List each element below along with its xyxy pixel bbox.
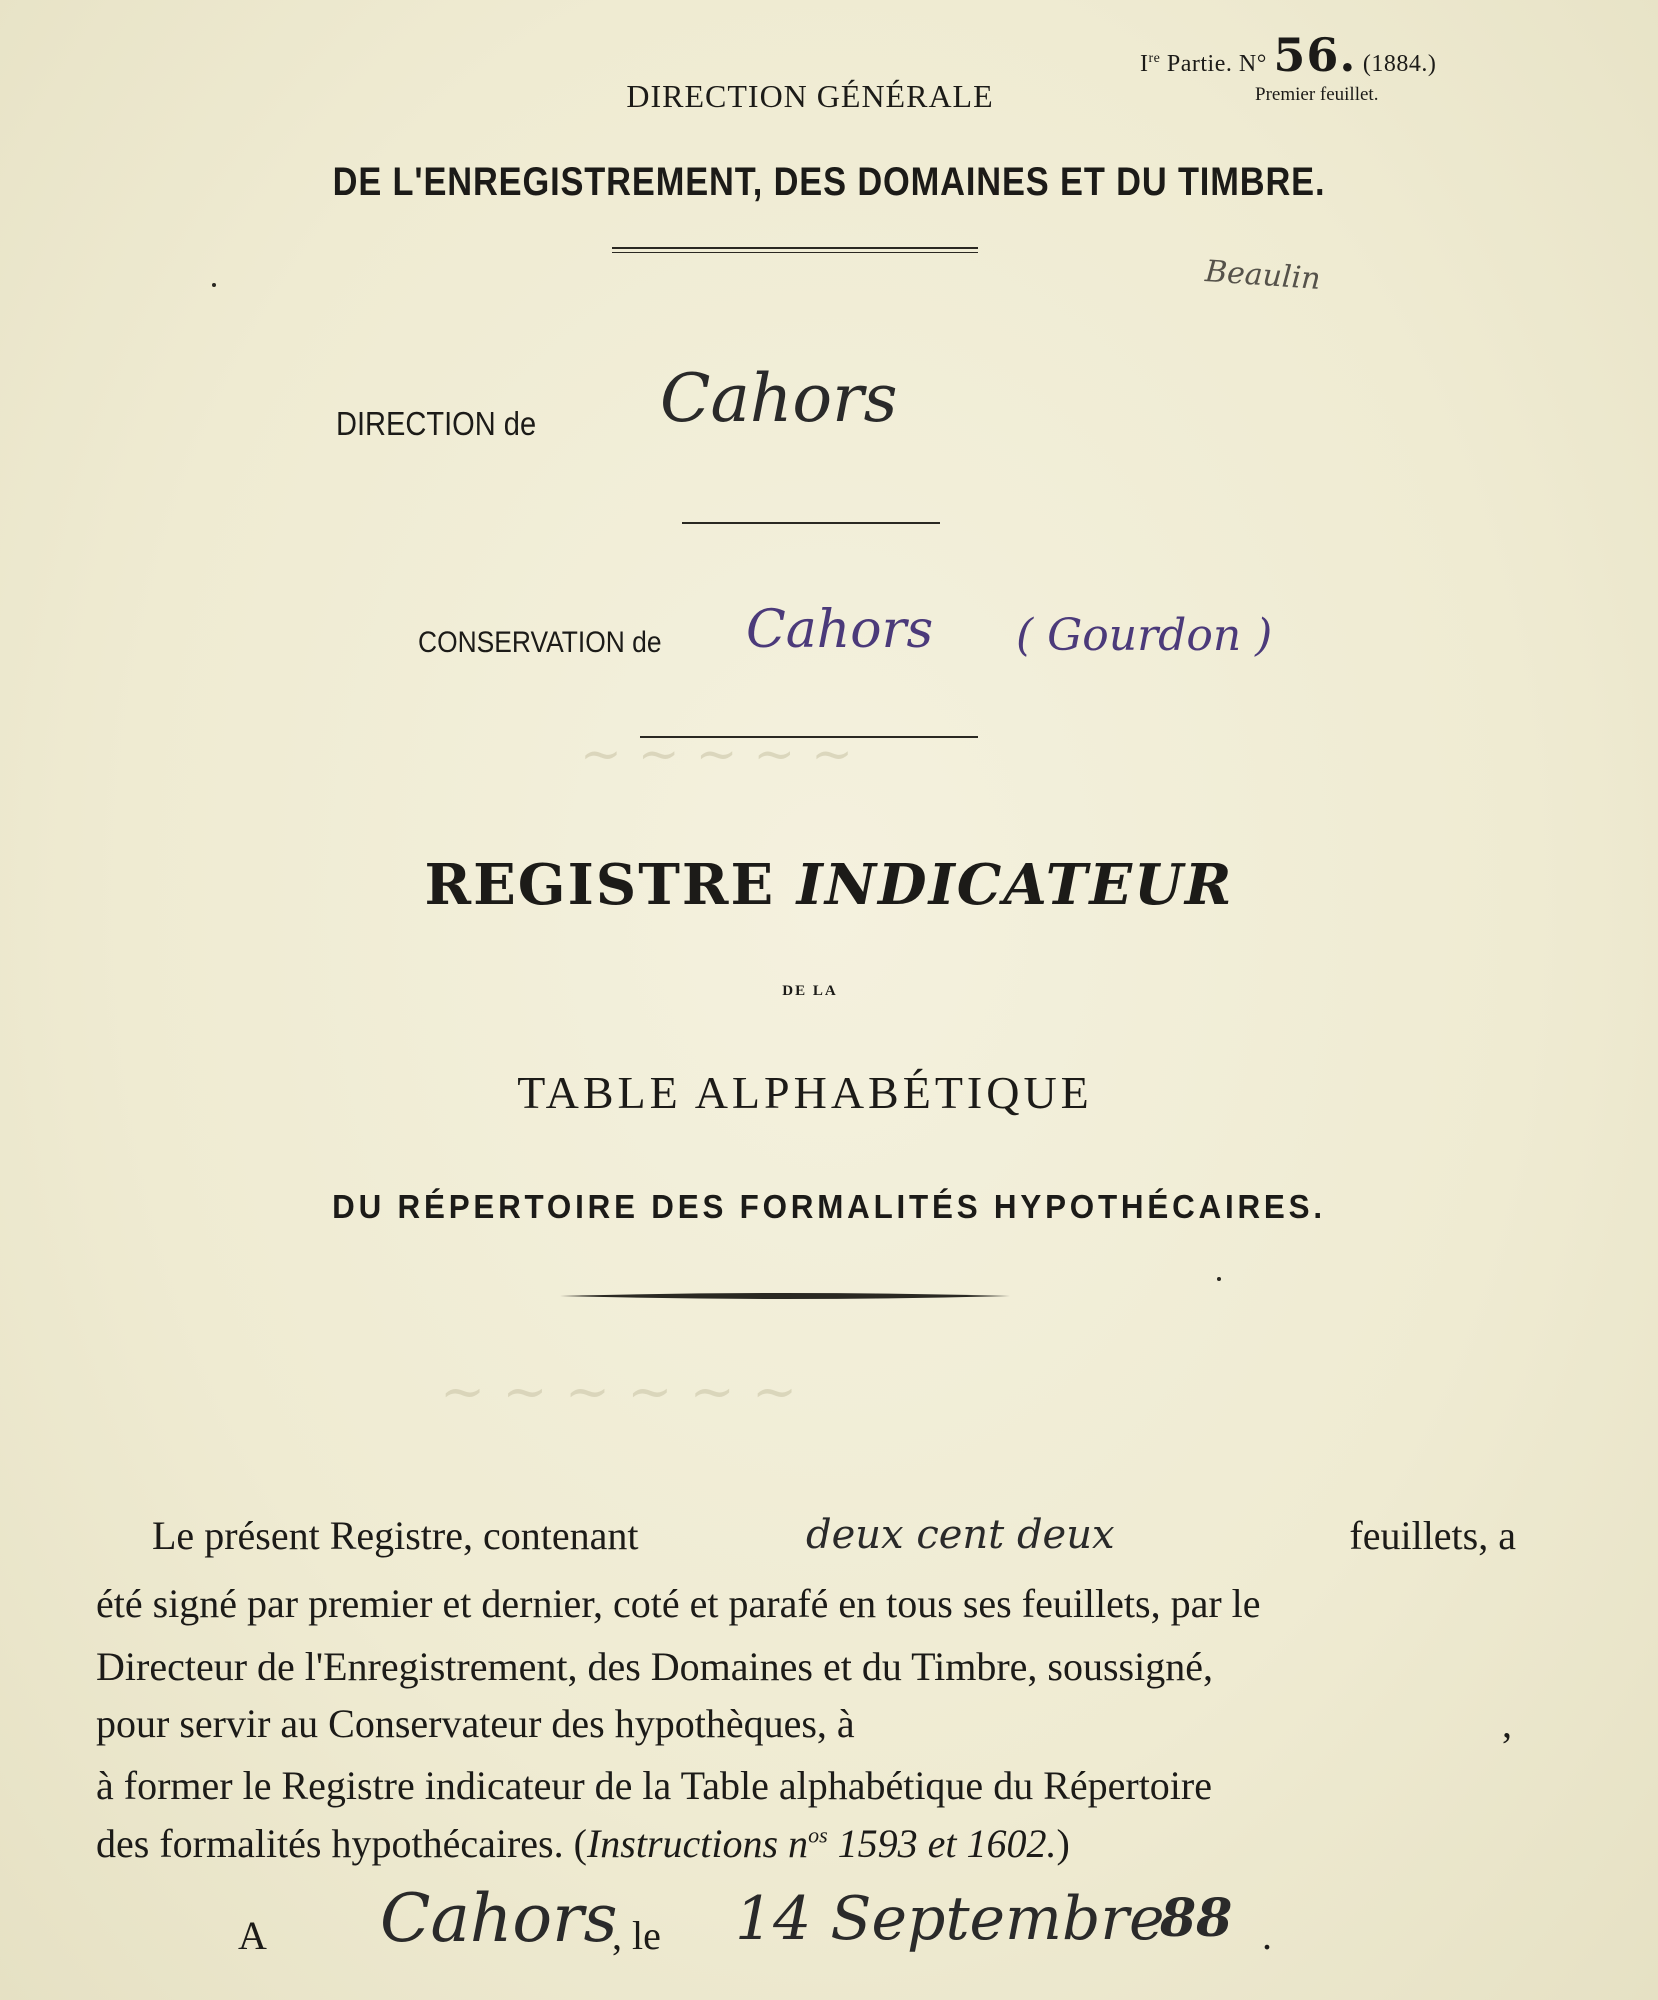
enregistrement-heading: DE L'ENREGISTREMENT, DES DOMAINES ET DU TIMBRE. — [332, 160, 1326, 204]
feuillet-label: Premier feuillet. — [1255, 84, 1379, 105]
body-line-5: à former le Registre indicateur de la Table alphabétique du Répertoire — [96, 1763, 1212, 1808]
rule-divider — [682, 522, 940, 524]
feuillets-count: deux cent deux — [806, 1512, 1115, 1558]
direction-generale-heading: DIRECTION GÉNÉRALE — [626, 78, 994, 114]
register-number: 56. — [1273, 28, 1357, 82]
footer-a: A — [238, 1913, 267, 1958]
ornamental-rule — [560, 1290, 1010, 1302]
show-through-writing: ~ ~ ~ ~ ~ — [580, 725, 854, 783]
conservation-label: CONSERVATION de — [418, 626, 662, 659]
signature-top: Beaulin — [1203, 254, 1322, 297]
show-through-writing: ~ ~ ~ ~ ~ ~ — [440, 1360, 798, 1423]
footer-year: 88 — [1160, 1888, 1233, 1949]
direction-value: Cahors — [660, 360, 898, 437]
partie-number: Ire Partie. N° 56. (1884.) — [1140, 28, 1437, 82]
repertoire-title: DU RÉPERTOIRE DES FORMALITÉS HYPOTHÉCAIRES. — [332, 1188, 1326, 1225]
footer-dot: . — [1262, 1913, 1272, 1958]
ink-speck — [212, 283, 216, 287]
register-year: (1884.) — [1362, 51, 1437, 77]
ink-speck — [1217, 1277, 1221, 1281]
conservation-value-extra: ( Gourdon ) — [1016, 610, 1273, 661]
body-line-6: des formalités hypothécaires. (Instructions $n^{os}$ 1593 et 1602.) — [96, 1821, 1070, 1866]
body-line-4: pour servir au Conservateur des hypothèques, à , — [96, 1701, 1512, 1746]
registre-title: REGISTRE INDICATEUR — [424, 852, 1234, 918]
de-la-label: DE LA — [782, 983, 838, 999]
footer-le: , le — [612, 1913, 661, 1958]
table-alphabetique-title: TABLE ALPHABÉTIQUE — [517, 1067, 1093, 1118]
body-line-2: été signé par premier et dernier, coté et parafé en tous ses feuillets, par le — [96, 1581, 1261, 1626]
conservation-value: Cahors — [746, 600, 934, 660]
footer-date: 14 Septembre — [735, 1884, 1165, 1954]
direction-label: DIRECTION de — [336, 405, 537, 442]
double-rule-divider — [612, 247, 978, 253]
body-line-3: Directeur de l'Enregistrement, des Domaines et du Timbre, soussigné, — [96, 1644, 1213, 1689]
footer-place: Cahors — [380, 1880, 618, 1957]
